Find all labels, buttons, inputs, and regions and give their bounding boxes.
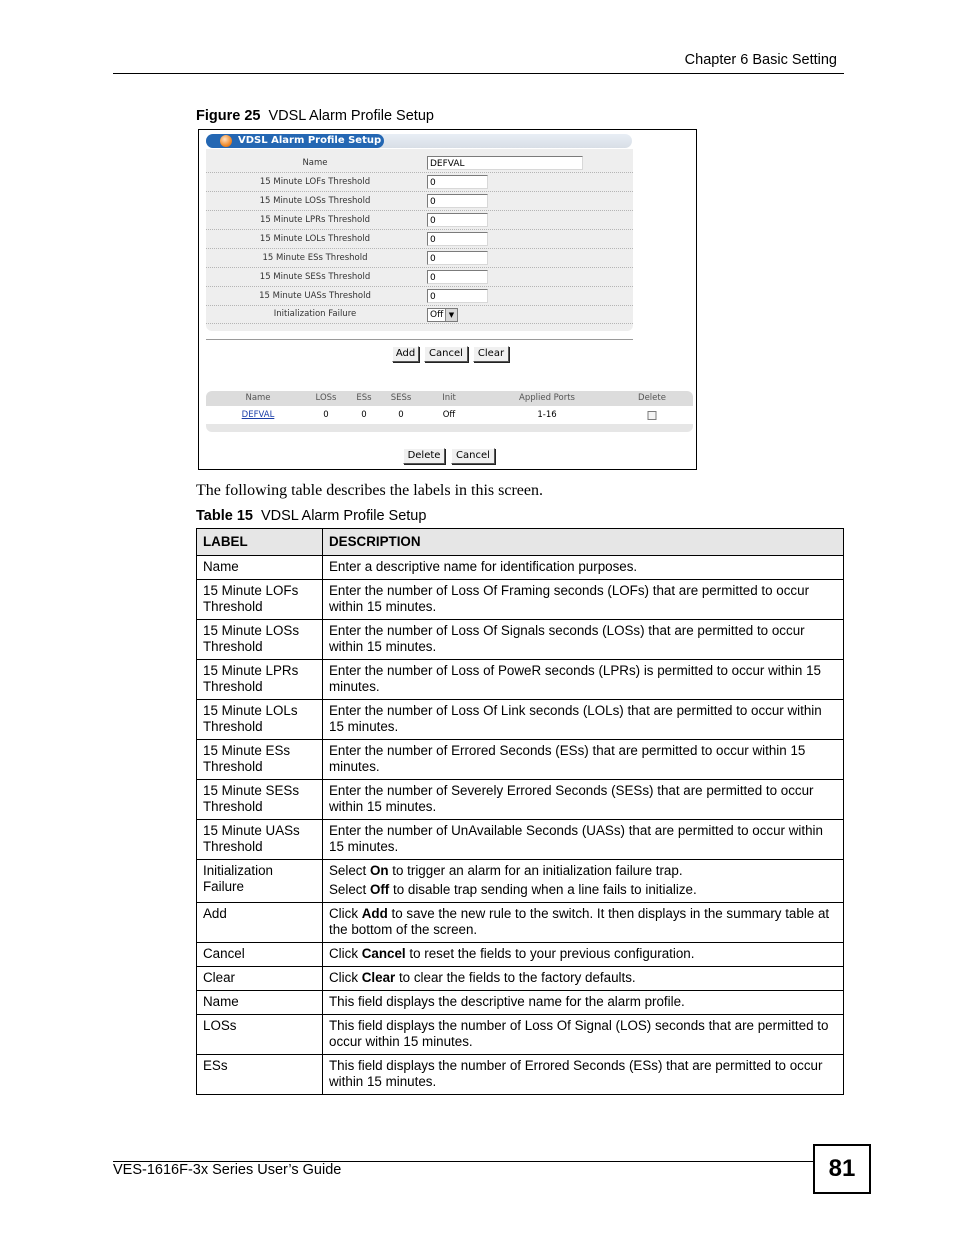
desc-bold: Clear xyxy=(361,970,396,985)
col-delete: Delete xyxy=(638,393,666,403)
clear-button[interactable]: Clear xyxy=(473,346,509,362)
table-label: Table 15 xyxy=(196,508,253,524)
row-label: 15 Minute ESs Threshold xyxy=(197,740,323,780)
row-ess: 0 xyxy=(361,410,367,420)
lprs-label: 15 Minute LPRs Threshold xyxy=(259,215,371,225)
lofs-input[interactable]: 0 xyxy=(427,175,488,189)
row-description: Enter the number of Errored Seconds (ESs) that are permitted to occur within 15 minutes. xyxy=(323,740,844,780)
table-row xyxy=(197,943,844,967)
table-row xyxy=(197,903,844,943)
init-failure-select[interactable] xyxy=(427,308,458,322)
desc-bold: Off xyxy=(369,882,390,897)
figure-label: Figure 25 xyxy=(196,108,261,124)
desc-text: Click xyxy=(329,906,362,921)
table-row xyxy=(197,991,844,1015)
col-name: Name xyxy=(245,393,271,403)
table-caption xyxy=(196,508,426,524)
row-label: 15 Minute LOSs Threshold xyxy=(197,620,323,660)
row-label: Cancel xyxy=(197,943,323,967)
sess-label: 15 Minute SESs Threshold xyxy=(259,272,371,282)
screen-title: VDSL Alarm Profile Setup xyxy=(238,135,382,146)
row-label: Initialization Failure xyxy=(197,860,323,903)
desc-text: Click xyxy=(329,970,362,985)
table-row xyxy=(197,620,844,660)
cancel-button[interactable]: Cancel xyxy=(424,346,468,362)
row-description: Enter the number of Severely Errored Seconds (SESs) that are permitted to occur within 15 minutes. xyxy=(323,780,844,820)
table-row xyxy=(197,660,844,700)
delete-checkbox[interactable] xyxy=(648,411,657,420)
header-label: LABEL xyxy=(197,529,323,556)
delete-button[interactable]: Delete xyxy=(403,448,445,464)
page-number: 81 xyxy=(813,1144,871,1194)
row-description xyxy=(323,903,844,943)
name-input[interactable]: DEFVAL xyxy=(427,156,583,170)
add-button[interactable]: Add xyxy=(392,346,419,362)
form-row-uass xyxy=(206,288,633,306)
row-label: ESs xyxy=(197,1055,323,1095)
row-label: 15 Minute LPRs Threshold xyxy=(197,660,323,700)
row-label: Clear xyxy=(197,967,323,991)
form-separator xyxy=(206,339,633,340)
table-title: VDSL Alarm Profile Setup xyxy=(260,508,427,524)
row-label: 15 Minute SESs Threshold xyxy=(197,780,323,820)
desc-text: to reset the fields to your previous configuration. xyxy=(405,946,695,961)
desc-text: to disable trap sending when a line fails to initialize. xyxy=(389,882,697,897)
row-label: 15 Minute UASs Threshold xyxy=(197,820,323,860)
row-description: Enter the number of UnAvailable Seconds (UASs) that are permitted to occur within 15 minutes. xyxy=(323,820,844,860)
footer-guide-title: VES-1616F-3x Series User’s Guide xyxy=(113,1162,342,1178)
form-row-ess xyxy=(206,250,633,268)
lols-input[interactable]: 0 xyxy=(427,232,488,246)
figure-caption xyxy=(196,108,434,124)
figure-title: VDSL Alarm Profile Setup xyxy=(268,108,434,124)
uass-label: 15 Minute UASs Threshold xyxy=(259,291,371,301)
row-description xyxy=(323,860,844,903)
row-description: Enter the number of Loss Of Link seconds (LOLs) that are permitted to occur within 15 minutes. xyxy=(323,700,844,740)
profile-name-link[interactable]: DEFVAL xyxy=(241,410,275,420)
init-failure-value: Off xyxy=(430,310,444,320)
sess-input[interactable]: 0 xyxy=(427,270,488,284)
table-row xyxy=(197,740,844,780)
row-description xyxy=(323,967,844,991)
description-table xyxy=(196,528,844,1095)
form-row-init-failure xyxy=(206,306,633,324)
desc-bold: Cancel xyxy=(361,946,406,961)
table-row xyxy=(197,967,844,991)
table-row xyxy=(206,408,693,423)
table-row xyxy=(197,780,844,820)
lofs-label: 15 Minute LOFs Threshold xyxy=(259,177,371,187)
row-sess: 0 xyxy=(398,410,404,420)
name-label: Name xyxy=(302,158,328,168)
chevron-down-icon[interactable]: ▼ xyxy=(445,309,457,321)
init-failure-label: Initialization Failure xyxy=(273,309,357,319)
row-description: Enter the number of Loss Of Signals seconds (LOSs) that are permitted to occur within 15 minutes. xyxy=(323,620,844,660)
header-rule xyxy=(113,73,844,74)
col-ess: ESs xyxy=(356,393,372,403)
table-row xyxy=(197,820,844,860)
profile-form xyxy=(206,149,633,331)
row-description: This field displays the number of Errored Seconds (ESs) that are permitted to occur within 15 minutes. xyxy=(323,1055,844,1095)
row-description: Enter the number of Loss of PoweR seconds (LPRs) is permitted to occur within 15 minutes. xyxy=(323,660,844,700)
col-sess: SESs xyxy=(390,393,412,403)
table-row xyxy=(197,580,844,620)
col-loss: LOSs xyxy=(315,393,337,403)
summary-cancel-button[interactable]: Cancel xyxy=(451,448,495,464)
desc-text: to clear the fields to the factory defaults. xyxy=(395,970,636,985)
row-label: 15 Minute LOFs Threshold xyxy=(197,580,323,620)
table-header-row xyxy=(197,529,844,556)
row-label: LOSs xyxy=(197,1015,323,1055)
desc-text: to trigger an alarm for an initialization failure trap. xyxy=(388,863,683,878)
lprs-input[interactable]: 0 xyxy=(427,213,488,227)
row-label: 15 Minute LOLs Threshold xyxy=(197,700,323,740)
form-row-lols xyxy=(206,231,633,249)
row-init: Off xyxy=(442,410,456,420)
row-label: Name xyxy=(197,991,323,1015)
table-row xyxy=(197,1055,844,1095)
lols-label: 15 Minute LOLs Threshold xyxy=(259,234,371,244)
ess-input[interactable]: 0 xyxy=(427,251,488,265)
desc-text: Select xyxy=(329,863,370,878)
desc-text: Click xyxy=(329,946,362,961)
running-header: Chapter 6 Basic Setting xyxy=(684,52,837,68)
row-ports: 1-16 xyxy=(537,410,557,420)
form-row-name xyxy=(206,155,633,173)
row-description: Enter the number of Loss Of Framing seconds (LOFs) that are permitted to occur within 15 minutes. xyxy=(323,580,844,620)
table-row xyxy=(197,556,844,580)
row-loss: 0 xyxy=(323,410,329,420)
row-label: Name xyxy=(197,556,323,580)
ess-label: 15 Minute ESs Threshold xyxy=(262,253,368,263)
col-applied-ports: Applied Ports xyxy=(519,393,575,403)
screen-title-bar xyxy=(206,134,632,148)
row-description xyxy=(323,943,844,967)
screen-title-pill xyxy=(206,134,384,148)
intro-paragraph: The following table describes the labels in this screen. xyxy=(196,482,544,499)
row-description: Enter a descriptive name for identification purposes. xyxy=(323,556,844,580)
form-row-loss xyxy=(206,193,633,211)
header-description: DESCRIPTION xyxy=(323,529,844,556)
summary-table-header xyxy=(206,391,693,406)
uass-input[interactable]: 0 xyxy=(427,289,488,303)
form-row-lprs xyxy=(206,212,633,230)
row-description: This field displays the number of Loss Of Signal (LOS) seconds that are permitted to occur within 15 minutes. xyxy=(323,1015,844,1055)
figure-screenshot xyxy=(198,129,697,470)
desc-bold: Add xyxy=(361,906,388,921)
desc-text: Select xyxy=(329,882,370,897)
desc-text: to save the new rule to the switch. It then displays in the summary table at the bottom of the screen. xyxy=(329,906,830,937)
row-label: Add xyxy=(197,903,323,943)
table-row xyxy=(197,700,844,740)
form-row-sess xyxy=(206,269,633,287)
col-init: Init xyxy=(442,393,456,403)
row-description: This field displays the descriptive name for the alarm profile. xyxy=(323,991,844,1015)
loss-input[interactable]: 0 xyxy=(427,194,488,208)
desc-bold: On xyxy=(369,863,389,878)
orb-icon xyxy=(220,135,232,147)
table-row xyxy=(197,860,844,903)
table-row xyxy=(197,1015,844,1055)
form-row-lofs xyxy=(206,174,633,192)
loss-label: 15 Minute LOSs Threshold xyxy=(259,196,371,206)
summary-table-footer xyxy=(206,424,693,432)
